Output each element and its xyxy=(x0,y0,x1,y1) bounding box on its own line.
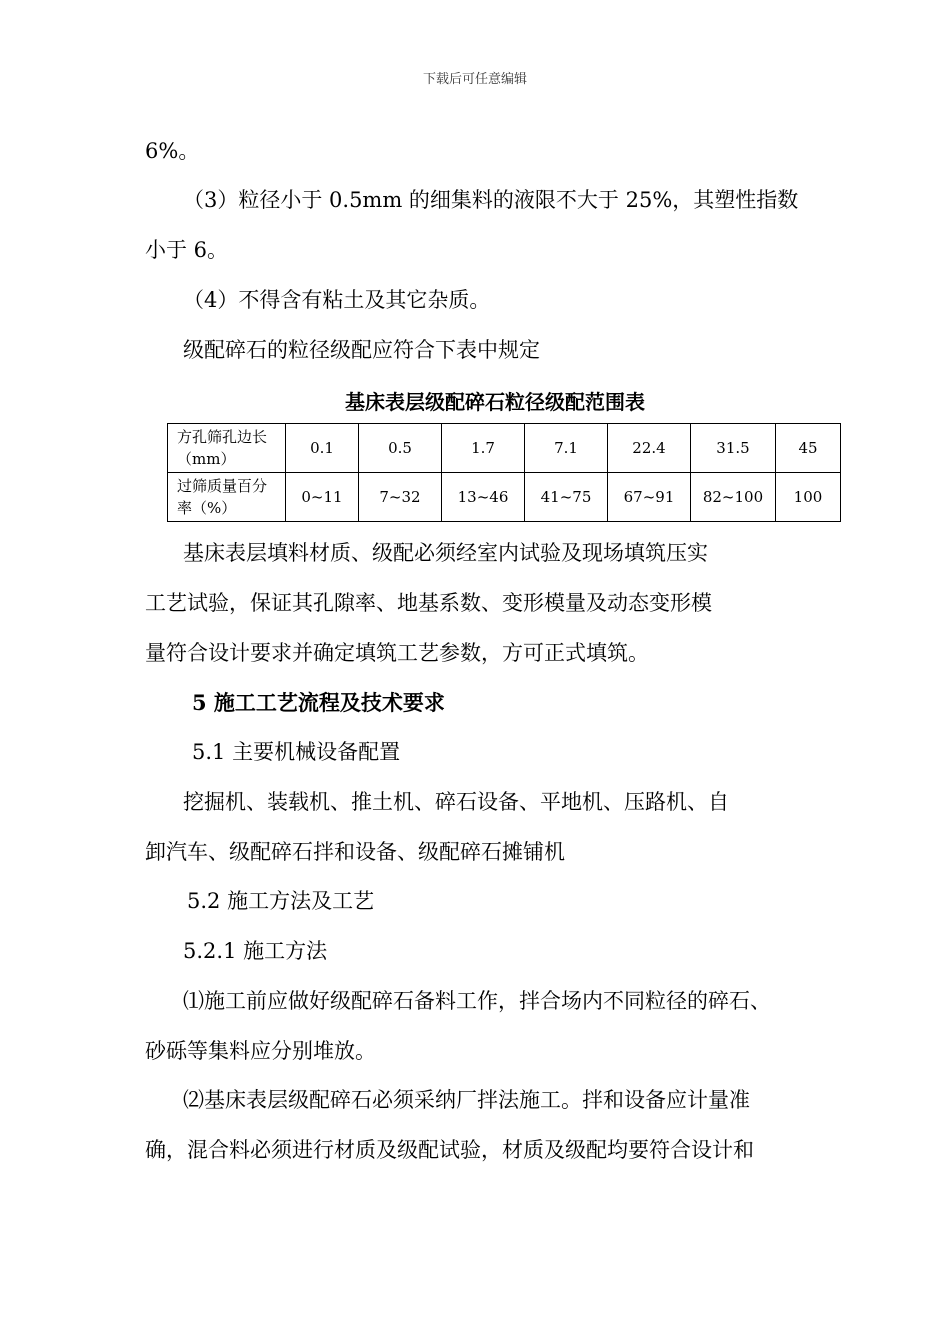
page-header: 下载后可任意编辑 xyxy=(422,72,527,87)
paragraph-line: 砂砾等集料应分别堆放。 xyxy=(145,1039,376,1063)
paragraph-line: 工艺试验，保证其孔隙率、地基系数、变形模量及动态变形模 xyxy=(145,591,712,615)
paragraph-line: 卸汽车、级配碎石拌和设备、级配碎石摊铺机 xyxy=(145,840,565,864)
table-cell: 67~91 xyxy=(608,473,691,522)
table-row xyxy=(168,473,841,522)
table-cell: 1.7 xyxy=(442,424,525,473)
paragraph-line: ⑴施工前应做好级配碎石备料工作，拌合场内不同粒径的碎石、 xyxy=(183,989,771,1013)
table-cell: 7.1 xyxy=(525,424,608,473)
section-heading: 5.2.1 施工方法 xyxy=(183,939,328,963)
table-cell: 45 xyxy=(776,424,841,473)
table-cell: 22.4 xyxy=(608,424,691,473)
paragraph-line: 6%。 xyxy=(145,139,200,163)
paragraph-line: 小于 6。 xyxy=(145,238,229,262)
gradation-table xyxy=(167,423,841,522)
paragraph-line: 挖掘机、装载机、推土机、碎石设备、平地机、压路机、自 xyxy=(183,790,729,814)
table-cell: 13~46 xyxy=(442,473,525,522)
table-row-header: 过筛质量百分率（%） xyxy=(168,473,286,522)
table-cell: 0.5 xyxy=(359,424,442,473)
table-cell: 7~32 xyxy=(359,473,442,522)
table-cell: 82~100 xyxy=(691,473,776,522)
table-cell: 31.5 xyxy=(691,424,776,473)
paragraph-line: 量符合设计要求并确定填筑工艺参数，方可正式填筑。 xyxy=(145,641,649,665)
paragraph-line: 基床表层填料材质、级配必须经室内试验及现场填筑压实 xyxy=(183,541,708,565)
table-row-header: 方孔筛孔边长（mm） xyxy=(168,424,286,473)
paragraph-line: 级配碎石的粒径级配应符合下表中规定 xyxy=(183,338,540,362)
paragraph-line: ⑵基床表层级配碎石必须采纳厂拌法施工。拌和设备应计量准 xyxy=(183,1088,750,1112)
section-heading: 5.2 施工方法及工艺 xyxy=(187,889,375,913)
table-row xyxy=(168,424,841,473)
table-cell: 0.1 xyxy=(286,424,359,473)
paragraph-line: （3）粒径小于 0.5mm 的细集料的液限不大于 25%，其塑性指数 xyxy=(183,188,799,212)
table-title: 基床表层级配碎石粒径级配范围表 xyxy=(345,390,645,414)
table-cell: 41~75 xyxy=(525,473,608,522)
paragraph-line: （4）不得含有粘土及其它杂质。 xyxy=(183,288,491,312)
section-heading: 5.1 主要机械设备配置 xyxy=(192,740,401,764)
table-cell: 100 xyxy=(776,473,841,522)
paragraph-line: 确，混合料必须进行材质及级配试验，材质及级配均要符合设计和 xyxy=(145,1138,754,1162)
table-cell: 0~11 xyxy=(286,473,359,522)
section-heading: 5 施工工艺流程及技术要求 xyxy=(192,690,445,715)
